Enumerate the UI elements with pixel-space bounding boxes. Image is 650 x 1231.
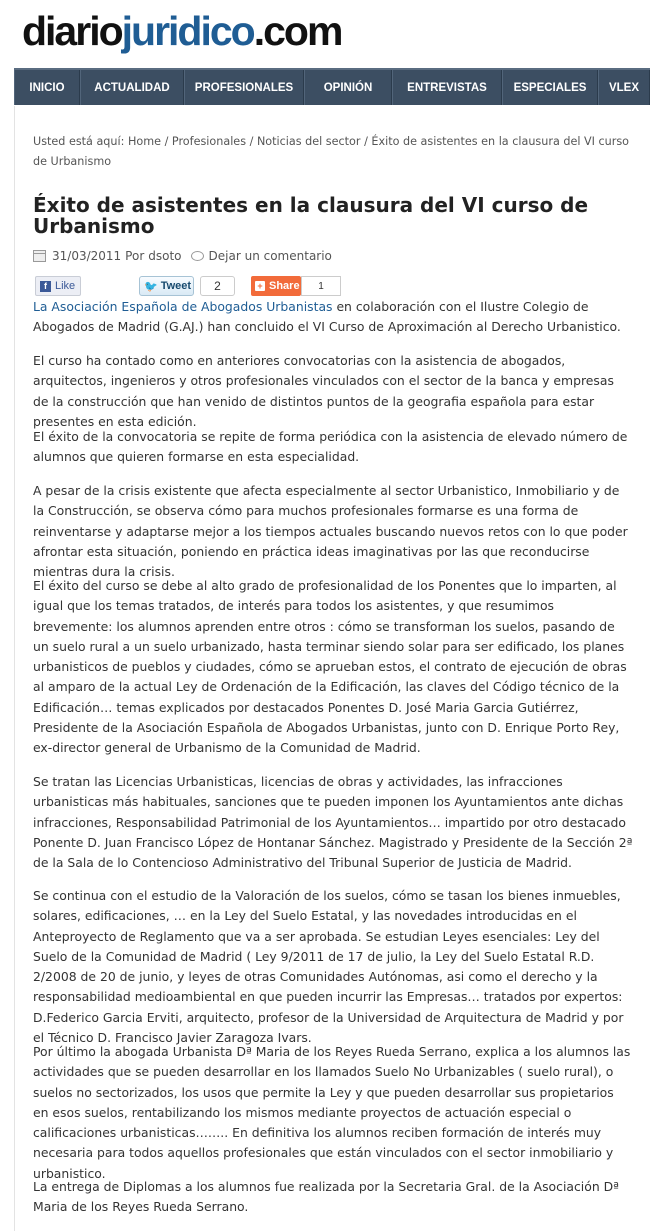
breadcrumb-separator: / [164, 135, 169, 148]
article-date: 31/03/2011 [52, 249, 122, 263]
calendar-icon [33, 250, 46, 262]
nav-item-opinion[interactable]: OPINIÓN [304, 70, 392, 105]
share-label: Share [269, 280, 300, 292]
share-button[interactable] [251, 276, 301, 296]
tweet-count: 2 [200, 276, 235, 296]
article-paragraph: Se tratan las Licencias Urbanisticas, licencias de obras y actividades, las infracciones urbanisticas más habituales, sanciones que te pueden imponen los Ayuntamientos ante dichas infracciones, Responsabilidad Patrimonial de los Ayuntamientos… impartido por otro destacado Ponente D. Juan Francisco López de Hontanar Sánchez. Magistrado y Presidente de la Sección 2ª de la Sala de lo Contencioso Administrativo del Tribunal Superior de Justicia de Madrid. [33, 774, 633, 871]
nav-item-vlex[interactable]: VLEX [598, 70, 650, 105]
article-paragraph: El éxito del curso se debe al alto grado de profesionalidad de los Ponentes que lo imparten, al igual que los temas tratados, de interés para todos los asistentes, y que resumimos brevemente: los alumnos aprenden entre otros : cómo se transforman los suelos, pasando de un suelo rural a un suelo urbanizado, hasta terminar siendo solar para ser edificado, los planes urbanisticos de pueblos y ciudades, cómo se aprueban estos, el contrato de ejecución de obras al amparo de la actual Ley de Ordenación de la Edificación, las claves del Código técnico de la Edificación… temas explicados por destacados Ponentes D. José Maria Garcia Gutiérrez, Presidente de la Asociación Española de Abogados Urbanistas, junto con D. Enrique Porto Rey, ex-director general de Urbanismo de la Comunidad de Madrid. [33, 578, 627, 756]
article-title: Éxito de asistentes en la clausura del VI curso de Urbanismo [33, 193, 589, 238]
article-paragraph: Por último la abogada Urbanista Dª Maria de los Reyes Rueda Serrano, explica a los alumnos las actividades que se pueden desarrollar en los llamados Suelo No Urbanizables ( suelo rural), o suelos no sectorizados, los usos que permite la Ley y que pueden desarrollar sus propietarios en esos suelos, rentabilizando los mismos mediante proyectos de actuación especial o calificaciones urbanisticas…….. En definitiva los alumnos reciben formación de interés muy necesaria para todos aquellos profesionales que están vinculados con el sector inmobiliario y urbanistico. [33, 1044, 631, 1181]
breadcrumb-separator: / [249, 135, 254, 148]
breadcrumb-separator: / [364, 135, 368, 148]
article-paragraph: La entrega de Diplomas a los alumnos fue realizada por la Secretaria Gral. de la Asociación Dª Maria de los Reyes Rueda Serrano. [33, 1179, 619, 1215]
nav-item-inicio[interactable]: INICIO [14, 70, 80, 105]
article-paragraph: El curso ha contado como en anteriores convocatorias con la asistencia de abogados, arquitectos, ingenieros y otros profesionales vinculados con el sector de la banca y empresas de la construcción que han venido de distintos puntos de la geografia española para estar presentes en esta edición. [33, 353, 614, 429]
logo-text-juridico: juridico [121, 8, 254, 54]
share-count: 1 [301, 276, 341, 296]
nav-item-actualidad[interactable]: ACTUALIDAD [80, 70, 184, 105]
logo-text-diario: diario [22, 8, 122, 54]
twitter-bird-icon: 🐦 [144, 280, 158, 293]
breadcrumb [33, 132, 633, 172]
article-paragraph: A pesar de la crisis existente que afecta especialmente al sector Urbanistico, Inmobiliario y de la Construcción, se observa cómo para muchos profesionales formarse es una forma de reinventarse y adaptarse mejor a los tiempos actuales buscando nuevos retos con lo que poder afrontar esta situación, poniendo en práctica ideas imaginativas por las que reconducirse mientras dura la crisis. [33, 483, 628, 580]
breadcrumb-home-link[interactable]: Home [127, 135, 161, 148]
author-prefix: Por [125, 249, 145, 263]
share-plus-icon: + [255, 281, 265, 291]
breadcrumb-profesionales-link[interactable]: Profesionales [171, 135, 247, 148]
logo-text-com: .com [253, 8, 342, 54]
tweet-label: Tweet [160, 280, 192, 292]
nav-item-especiales[interactable]: ESPECIALES [502, 70, 598, 105]
comment-link[interactable]: Dejar un comentario [208, 249, 332, 263]
asociacion-link[interactable]: La Asociación Española de Abogados Urbanistas [33, 299, 333, 314]
article-paragraph: Se continua con el estudio de la Valoración de los suelos, cómo se tasan los bienes inmuebles, solares, edificaciones, … en la Ley del Suelo Estatal, y las novedades introducidas en el Anteproyecto de Reglamento que va a ser aprobada. Se estudian Leyes esenciales: Ley del Suelo de la Comunidad de Madrid ( Ley 9/2011 de 17 de julio, la Ley del Suelo Estatal R.D. 2/2008 de 20 de junio, y leyes de otras Comunidades Autónomas, asi como el derecho y la responsabilidad medioambiental en que pueden incurrir las Empresas… tratados por expertos: D.Federico Garcia Erviti, arquitecto, profesor de la Universidad de Arquitectura de Madrid y por el Técnico D. Francisco Javier Zaragoza Ivars. [33, 888, 624, 1046]
paragraph-text: en colaboración con el Ilustre Colegio de Abogados de Madrid (G.AJ.) han concluido el VI Curso de Aproximación al Derecho Urbanistico. [33, 299, 621, 335]
comment-icon [191, 251, 204, 261]
facebook-like-button[interactable] [35, 276, 81, 296]
main-nav [14, 68, 650, 105]
site-logo[interactable] [22, 6, 341, 56]
breadcrumb-current: Éxito de asistentes en la clausura del VI curso de Urbanismo [33, 135, 630, 168]
nav-item-entrevistas[interactable]: ENTREVISTAS [392, 70, 502, 105]
facebook-icon: f [40, 281, 51, 292]
tweet-button[interactable] [139, 276, 194, 296]
article-paragraph [33, 297, 633, 338]
nav-item-profesionales[interactable]: PROFESIONALES [184, 70, 304, 105]
like-label: Like [55, 280, 76, 292]
breadcrumb-prefix: Usted está aquí: [33, 135, 125, 148]
article-paragraph: El éxito de la convocatoria se repite de forma periódica con la asistencia de elevado número de alumnos que quieren formarse en esta especialidad. [33, 429, 628, 465]
author-link[interactable]: dsoto [148, 249, 182, 263]
article-meta [33, 247, 332, 265]
breadcrumb-noticias-link[interactable]: Noticias del sector [256, 135, 361, 148]
